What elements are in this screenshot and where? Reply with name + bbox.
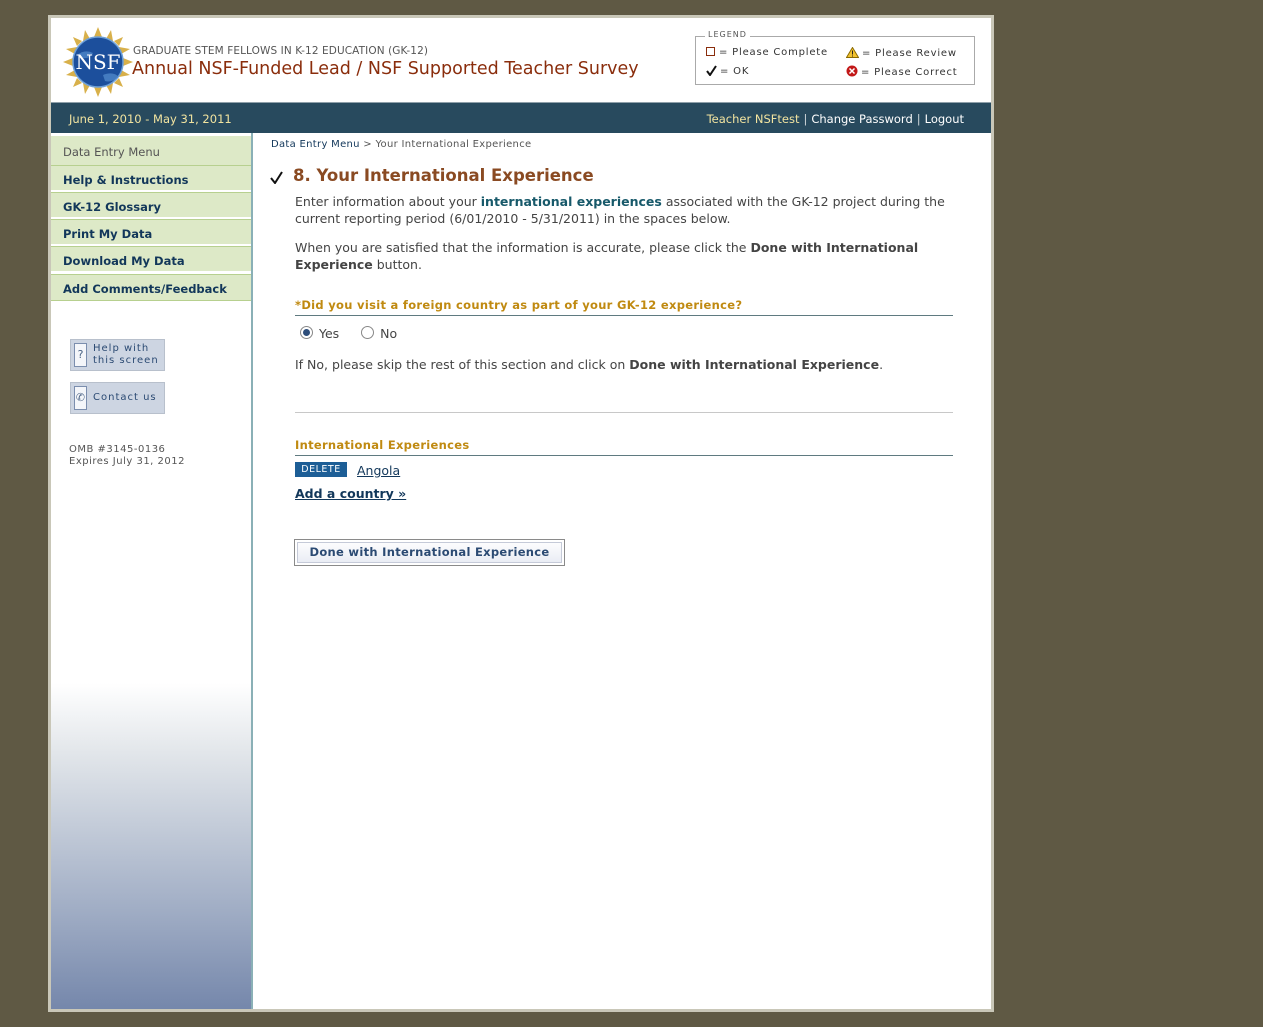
- reporting-period: June 1, 2010 - May 31, 2011: [69, 112, 232, 126]
- sidebar: [51, 133, 253, 1009]
- legend: [695, 30, 975, 85]
- divider: [295, 412, 953, 413]
- add-country-link[interactable]: Add a country »: [295, 486, 407, 501]
- program-subtitle: GRADUATE STEM FELLOWS IN K-12 EDUCATION (GK-12): [133, 45, 429, 57]
- omb-info: OMB #3145-0136 Expires July 31, 2012: [69, 444, 185, 467]
- legend-title: LEGEND: [705, 30, 750, 39]
- breadcrumb: Data Entry Menu > Your International Experience: [271, 139, 532, 150]
- nsf-logo: [63, 27, 133, 97]
- page-frame: [48, 15, 994, 1012]
- menu-download-my-data[interactable]: Download My Data: [51, 246, 251, 271]
- change-password-link[interactable]: Change Password: [811, 112, 913, 126]
- svg-text:NSF: NSF: [75, 50, 121, 74]
- instructions-text: When you are satisfied that the information is accurate, please click the Done with International Experience button.: [295, 240, 919, 272]
- legend-please-correct: = Please Correct: [846, 65, 958, 80]
- legend-please-complete: = Please Complete: [706, 47, 828, 60]
- section-complete-check-icon: [270, 169, 283, 188]
- header: [51, 18, 991, 102]
- skip-instruction: If No, please skip the rest of this section and click on Done with International Experience.: [295, 357, 884, 372]
- data-entry-menu-link[interactable]: Data Entry Menu: [51, 136, 251, 165]
- question-icon: ?: [74, 343, 87, 367]
- radio-no-label: No: [380, 326, 398, 341]
- logout-link[interactable]: Logout: [924, 112, 964, 126]
- main-content: [253, 133, 991, 1009]
- foreign-visit-radio-group: [300, 326, 397, 341]
- user-name[interactable]: Teacher NSFtest: [706, 112, 800, 126]
- phone-icon: ✆: [74, 386, 87, 410]
- international-experiences-heading: International Experiences: [295, 438, 953, 456]
- section-title: 8. Your International Experience: [293, 166, 594, 185]
- warning-icon: [846, 47, 859, 61]
- menu-gk12-glossary[interactable]: GK-12 Glossary: [51, 192, 251, 217]
- breadcrumb-data-entry-menu[interactable]: Data Entry Menu: [271, 139, 360, 150]
- menu-print-my-data[interactable]: Print My Data: [51, 219, 251, 244]
- survey-title: Annual NSF-Funded Lead / NSF Supported Teacher Survey: [132, 59, 639, 79]
- done-button[interactable]: Done with International Experience: [294, 539, 565, 566]
- delete-button[interactable]: DELETE: [295, 462, 347, 477]
- empty-box-icon: [706, 47, 716, 60]
- breadcrumb-current: Your International Experience: [375, 139, 532, 150]
- menu-help-instructions[interactable]: Help & Instructions: [51, 165, 251, 190]
- contact-us-button[interactable]: ✆ Contact us: [70, 382, 165, 414]
- help-screen-button[interactable]: ? Help with this screen: [70, 339, 165, 371]
- legend-please-review: = Please Review: [846, 47, 957, 61]
- country-link[interactable]: Angola: [357, 463, 401, 478]
- page: [51, 18, 991, 1009]
- foreign-visit-question: *Did you visit a foreign country as part of your GK-12 experience?: [295, 298, 953, 316]
- radio-yes-label: Yes: [319, 326, 340, 341]
- radio-yes[interactable]: [300, 326, 313, 339]
- user-nav: Teacher NSFtest | Change Password | Logout: [706, 112, 964, 126]
- checkmark-icon: [706, 65, 717, 79]
- legend-ok: = OK: [706, 65, 749, 79]
- radio-no[interactable]: [361, 326, 374, 339]
- menu-add-comments[interactable]: Add Comments/Feedback: [51, 274, 251, 301]
- date-bar: [51, 102, 991, 133]
- error-icon: [846, 65, 858, 80]
- intro-text: Enter information about your international experiences associated with the GK-12 project during the current reporting period (6/01/2010 - 5/31/2011) in the spaces below.: [295, 194, 945, 226]
